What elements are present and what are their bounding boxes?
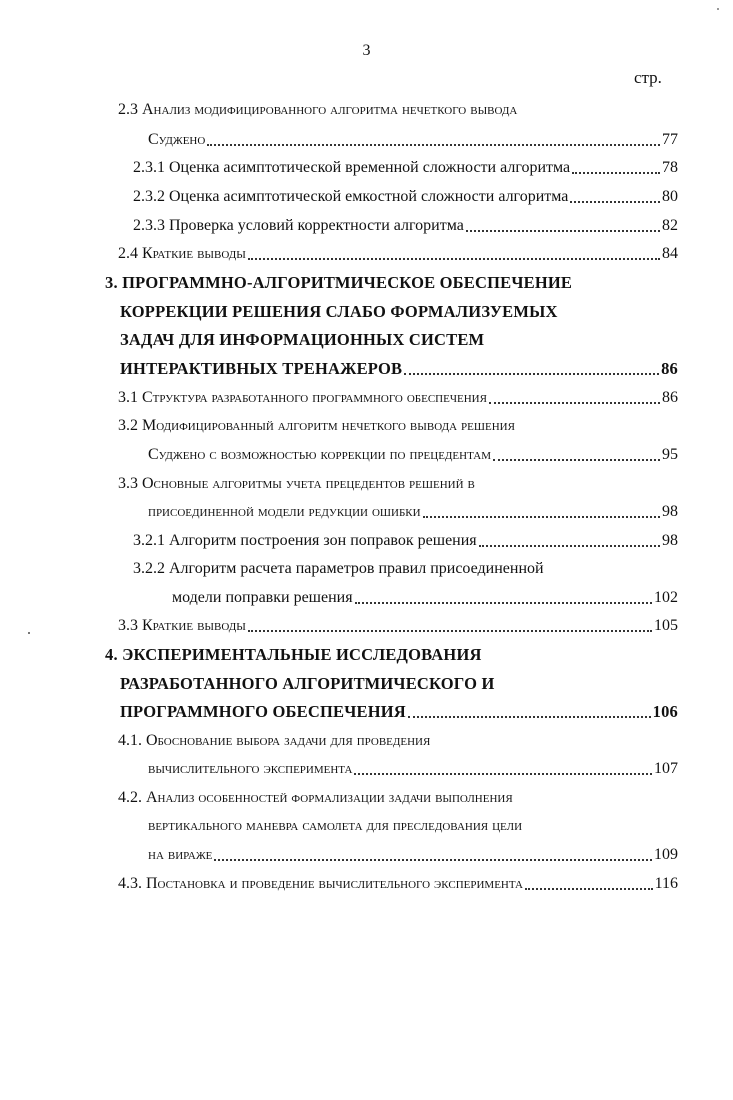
toc-entry-page: 102 bbox=[654, 589, 678, 606]
toc-entry-page: 77 bbox=[662, 131, 678, 148]
scan-speck bbox=[717, 8, 719, 10]
toc-chapter-3-line-4 bbox=[120, 355, 678, 379]
toc-entry-3-3-cont bbox=[148, 498, 678, 522]
toc-entry-3-3-summary bbox=[118, 612, 678, 636]
toc-leader bbox=[493, 455, 660, 461]
toc-entry-3-2 bbox=[118, 412, 678, 436]
toc-entry-text: 2.3.3 Проверка условий корректности алгоритма bbox=[133, 217, 464, 234]
toc-entry-text: РАЗРАБОТАННОГО АЛГОРИТМИЧЕСКОГО И bbox=[120, 674, 495, 693]
toc-leader bbox=[248, 254, 660, 260]
toc-chapter-4-line-3 bbox=[120, 698, 678, 722]
toc-entry-3-1 bbox=[118, 384, 678, 408]
toc-leader bbox=[404, 369, 659, 375]
toc-entry-2-3-2 bbox=[133, 183, 678, 207]
toc-leader bbox=[355, 598, 652, 604]
toc-entry-text: 3.2.2 Алгоритм расчета параметров правил присоединенной bbox=[133, 560, 544, 577]
toc-entry-page: 86 bbox=[661, 359, 678, 378]
toc-entry-page: 98 bbox=[662, 503, 678, 520]
toc-chapter-3-line-1 bbox=[105, 269, 678, 293]
toc-leader bbox=[354, 769, 652, 775]
toc-entry-text: на вираже bbox=[148, 846, 213, 863]
toc-entry-text: Суджено с возможностью коррекции по прецедентам bbox=[148, 446, 491, 463]
toc-leader bbox=[207, 140, 660, 146]
toc-entry-text: ЗАДАЧ ДЛЯ ИНФОРМАЦИОННЫХ СИСТЕМ bbox=[120, 330, 485, 349]
toc-chapter-4-line-1 bbox=[105, 641, 678, 665]
toc-leader bbox=[408, 712, 651, 718]
scan-speck bbox=[28, 632, 30, 634]
toc-entry-text: 4.2. Анализ особенностей формализации задачи выполнения bbox=[118, 789, 513, 806]
toc-entry-text: 2.3 Анализ модифицированного алгоритма нечеткого вывода bbox=[118, 101, 518, 118]
toc-entry-page: 116 bbox=[654, 875, 678, 892]
toc-entry-2-3-3 bbox=[133, 212, 678, 236]
toc-entry-text: вычислительного эксперимента bbox=[148, 760, 353, 777]
toc-entry-text: 4. ЭКСПЕРИМЕНТАЛЬНЫЕ ИССЛЕДОВАНИЯ bbox=[105, 645, 482, 664]
toc-entry-page: 109 bbox=[654, 846, 678, 863]
toc-entry-text: 2.3.2 Оценка асимптотической емкостной сложности алгоритма bbox=[133, 188, 569, 205]
toc-entry-page: 98 bbox=[662, 532, 678, 549]
toc-entry-text: 3.1 Структура разработанного программного обеспечения bbox=[118, 389, 487, 406]
toc-entry-3-2-cont bbox=[148, 441, 678, 465]
page-column-label: стр. bbox=[634, 68, 662, 87]
toc-entry-text: присоединенной модели редукции ошибки bbox=[148, 503, 421, 520]
toc-entry-text: 3.2.1 Алгоритм построения зон поправок решения bbox=[133, 532, 477, 549]
toc-chapter-3-line-2 bbox=[120, 298, 678, 322]
toc-entry-page: 95 bbox=[662, 446, 678, 463]
toc-entry-page: 105 bbox=[654, 617, 678, 634]
toc-entry-4-2-cont-2 bbox=[148, 841, 678, 865]
toc-entry-3-2-2 bbox=[133, 555, 678, 579]
toc-entry-2-3 bbox=[118, 96, 678, 120]
toc-entry-text: вертикального маневра самолета для преследования цели bbox=[148, 817, 523, 834]
toc-leader bbox=[479, 541, 660, 547]
toc-entry-4-1-cont bbox=[148, 755, 678, 779]
toc-entry-page: 86 bbox=[662, 389, 678, 406]
toc-entry-2-3-1 bbox=[133, 154, 678, 178]
toc-entry-4-1 bbox=[118, 727, 678, 751]
toc-entry-2-3-cont bbox=[148, 126, 678, 150]
toc-leader bbox=[466, 226, 660, 232]
toc-entry-page: 107 bbox=[654, 760, 678, 777]
toc-chapter-3-line-3 bbox=[120, 326, 678, 350]
toc-entry-3-2-2-cont bbox=[172, 584, 678, 608]
toc-entry-text: модели поправки решения bbox=[172, 589, 353, 606]
toc-leader bbox=[572, 168, 660, 174]
toc-entry-text: Суджено bbox=[148, 131, 206, 148]
toc-entry-4-3 bbox=[118, 870, 678, 894]
toc-entry-page: 78 bbox=[662, 159, 678, 176]
toc-leader bbox=[525, 884, 653, 890]
toc-entry-text: КОРРЕКЦИИ РЕШЕНИЯ СЛАБО ФОРМАЛИЗУЕМЫХ bbox=[120, 302, 558, 321]
toc-entry-text: 4.3. Постановка и проведение вычислительного эксперимента bbox=[118, 875, 523, 892]
toc-entry-text: 4.1. Обоснование выбора задачи для проведения bbox=[118, 732, 431, 749]
toc-entry-text: 3. ПРОГРАММНО-АЛГОРИТМИЧЕСКОЕ ОБЕСПЕЧЕНИЕ bbox=[105, 273, 573, 292]
toc-leader bbox=[489, 398, 660, 404]
toc-leader bbox=[570, 197, 660, 203]
toc-entry-4-2 bbox=[118, 784, 678, 808]
toc-entry-4-2-cont-1 bbox=[148, 812, 678, 836]
toc-entry-3-3 bbox=[118, 470, 678, 494]
toc-entry-page: 106 bbox=[652, 702, 678, 721]
toc-entry-page: 80 bbox=[662, 188, 678, 205]
toc-entry-page: 82 bbox=[662, 217, 678, 234]
toc-leader bbox=[423, 512, 660, 518]
toc-chapter-4-line-2 bbox=[120, 670, 678, 694]
toc-entry-text: ИНТЕРАКТИВНЫХ ТРЕНАЖЕРОВ bbox=[120, 359, 403, 378]
toc-entry-2-4 bbox=[118, 240, 678, 264]
toc-entry-text: 3.3 Краткие выводы bbox=[118, 617, 246, 634]
toc-entry-text: 2.3.1 Оценка асимптотической временной сложности алгоритма bbox=[133, 159, 571, 176]
toc-leader bbox=[214, 855, 652, 861]
toc-entry-3-2-1 bbox=[133, 527, 678, 551]
page-number: 3 bbox=[362, 42, 371, 59]
toc-entry-text: 2.4 Краткие выводы bbox=[118, 245, 246, 262]
toc-leader bbox=[248, 626, 652, 632]
toc-entry-text: ПРОГРАММНОГО ОБЕСПЕЧЕНИЯ bbox=[120, 702, 406, 721]
toc-entry-text: 3.3 Основные алгоритмы учета прецедентов решений в bbox=[118, 475, 475, 492]
toc-entry-text: 3.2 Модифицированный алгоритм нечеткого вывода решения bbox=[118, 417, 515, 434]
toc-entry-page: 84 bbox=[662, 245, 678, 262]
